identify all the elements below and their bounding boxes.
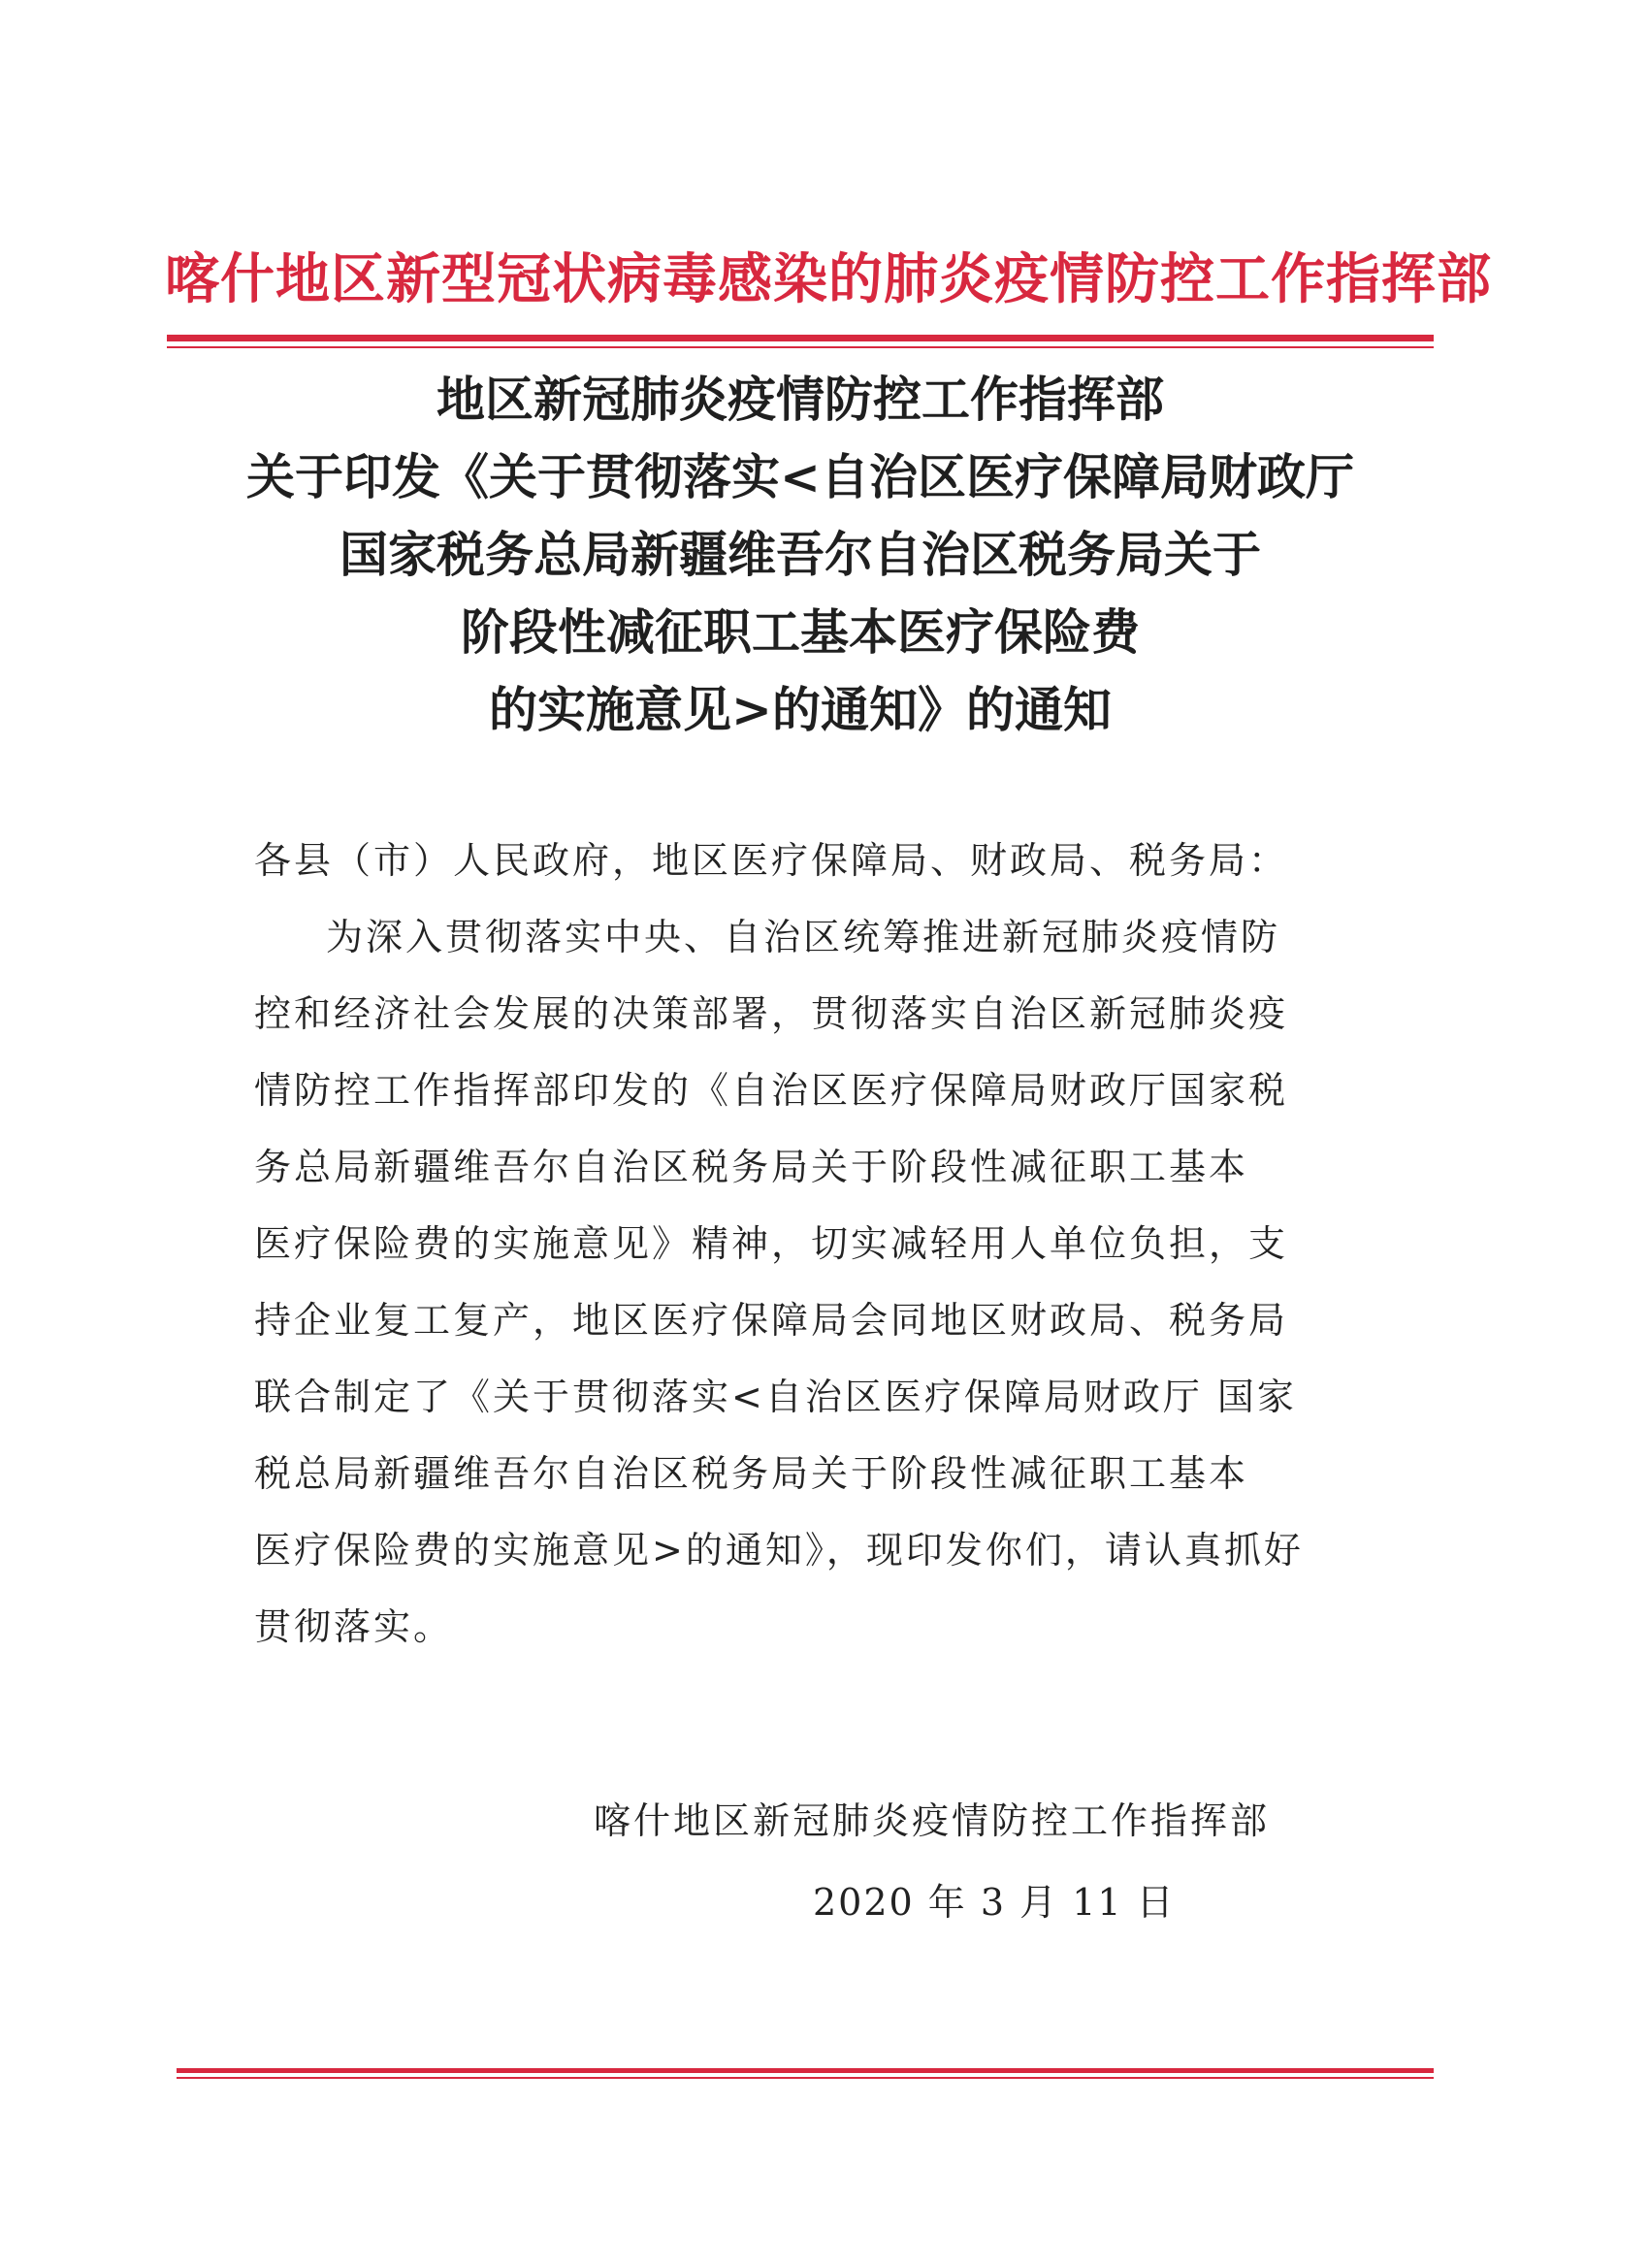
paragraph-line: 务总局新疆维吾尔自治区税务局关于阶段性减征职工基本 (254, 1146, 1249, 1188)
footer-rule-thin (177, 2077, 1434, 2079)
paragraph-line: 控和经济社会发展的决策部署，贯彻落实自治区新冠肺炎疫 (254, 992, 1289, 1035)
salutation: 各县（市）人民政府，地区医疗保障局、财政局、税务局： (254, 839, 1289, 882)
letterhead-rule-thin (167, 346, 1434, 348)
signature-issuer: 喀什地区新冠肺炎疫情防控工作指挥部 (594, 1799, 1271, 1842)
paragraph-line: 持企业复工复产，地区医疗保障局会同地区财政局、税务局 (254, 1299, 1289, 1342)
signature-date: 2020 年 3 月 11 日 (813, 1881, 1176, 1924)
paragraph-line: 联合制定了《关于贯彻落实<自治区医疗保障局财政厅 国家 (254, 1376, 1297, 1418)
paragraph-line: 医疗保险费的实施意见》精神，切实减轻用人单位负担，支 (254, 1222, 1289, 1265)
title-line: 阶段性减征职工基本医疗保险费 (461, 603, 1140, 661)
title-line: 地区新冠肺炎疫情防控工作指挥部 (436, 371, 1164, 428)
paragraph-line: 贯彻落实。 (254, 1605, 454, 1648)
footer-rule-thick (177, 2068, 1434, 2073)
document-title (165, 361, 1436, 749)
letterhead-rule-thick (167, 335, 1434, 341)
letterhead-org-name: 喀什地区新型冠状病毒感染的肺炎疫情防控工作指挥部 (165, 247, 1492, 311)
paragraph-line: 情防控工作指挥部印发的《自治区医疗保障局财政厅国家税 (254, 1069, 1289, 1112)
paragraph-line: 为深入贯彻落实中央、自治区统筹推进新冠肺炎疫情防 (326, 916, 1281, 958)
title-line: 国家税务总局新疆维吾尔自治区税务局关于 (340, 526, 1261, 583)
title-line: 关于印发《关于贯彻落实<自治区医疗保障局财政厅 (246, 448, 1354, 505)
title-line: 的实施意见>的通知》的通知 (489, 681, 1112, 738)
paragraph-line: 税总局新疆维吾尔自治区税务局关于阶段性减征职工基本 (254, 1452, 1249, 1495)
document-body (254, 823, 1370, 1666)
paragraph-line: 医疗保险费的实施意见>的通知》，现印发你们，请认真抓好 (254, 1529, 1304, 1571)
